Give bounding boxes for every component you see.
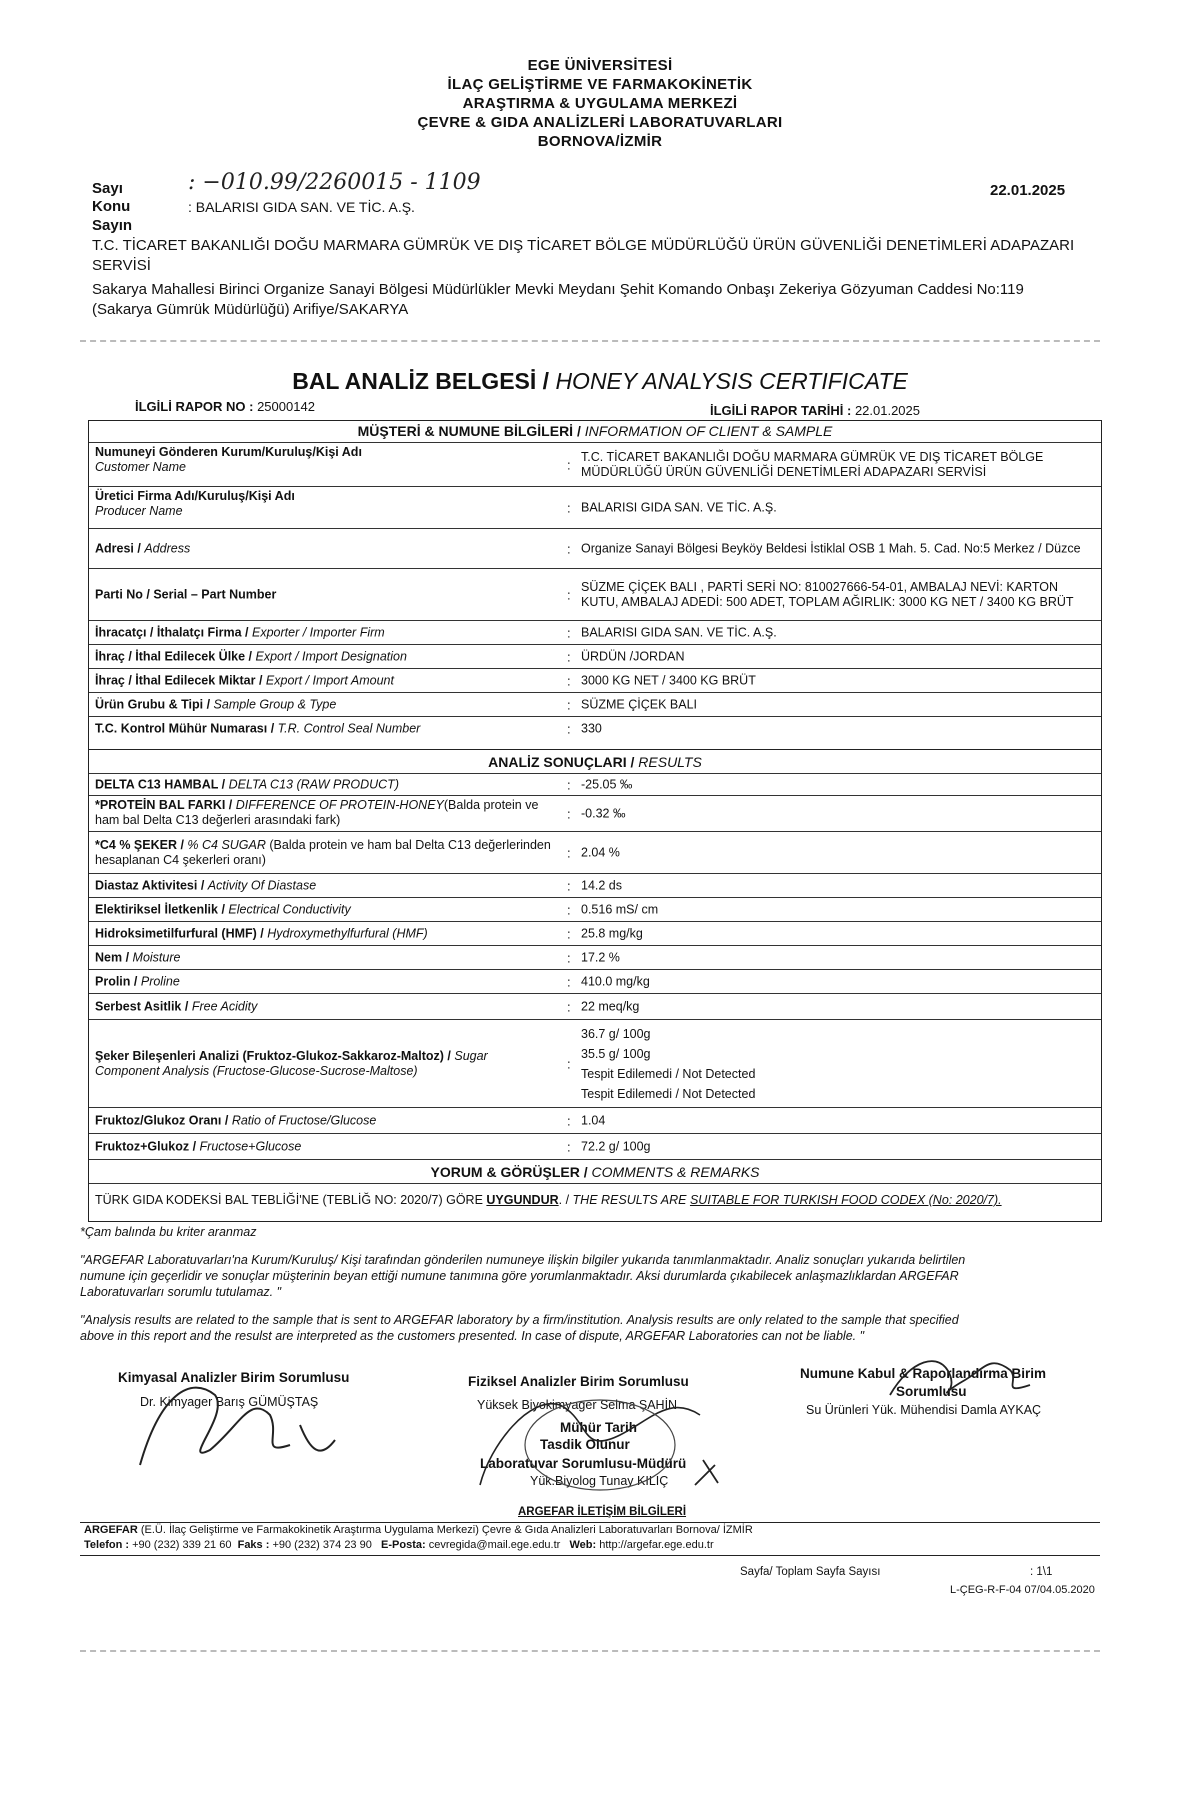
c4-sugar-value: 2.04 %: [581, 845, 620, 860]
proline-value: 410.0 mg/kg: [581, 974, 650, 989]
recipient-line-1: T.C. TİCARET BAKANLIĞI DOĞU MARMARA GÜMRÜK VE DIŞ TİCARET BÖLGE MÜDÜRLÜĞÜ ÜRÜN GÜVENLİĞİ DENETİMLERİ ADAPAZARI: [92, 237, 1075, 254]
chem-unit-name: Dr. Kimyager Barış GÜMÜŞTAŞ: [140, 1395, 319, 1409]
institution-name: EGE ÜNİVERSİTESİ: [527, 57, 673, 74]
part-number-value: SÜZME ÇİÇEK BALI , PARTİ SERİ NO: 810027666-54-01, AMBALAJ NEVİ: KARTON KUTU, AMBALAJ ADEDİ: 500 ADET, TOPLAM AĞIRLIK: 3000 KG NET / 3400 KG BRÜT: [581, 580, 1074, 609]
table-row: İhraç / İthal Edilecek Miktar / Export / Import Amount : 3000 KG NET / 3400 KG BRÜT: [89, 668, 1101, 693]
separator-line: [80, 340, 1100, 342]
title-tr: BAL ANALİZ BELGESİ /: [292, 368, 550, 394]
certificate-title: [0, 368, 1200, 395]
table-row: Prolin / Proline : 410.0 mg/kg: [89, 969, 1101, 994]
institution-line-2: İLAÇ GELİŞTİRME VE FARMAKOKİNETİK: [447, 76, 753, 93]
row-label: İhraç / İthal Edilecek Miktar /: [95, 673, 263, 688]
results-section-header: [89, 749, 1101, 774]
table-row: Üretici Firma Adı/Kuruluş/Kişi Adı Producer Name : BALARISI GIDA SAN. VE TİC. A.Ş.: [89, 486, 1101, 529]
row-label-en: Exporter / Importer Firm: [252, 625, 385, 640]
form-code: L-ÇEG-R-F-04 07/04.05.2020: [950, 1584, 1095, 1596]
row-label: Serbest Asitlik /: [95, 999, 189, 1014]
row-label: İhracatçı / İthalatçı Firma /: [95, 625, 249, 640]
disclaimer-en-line: "Analysis results are related to the sample that is sent to ARGEFAR laboratory by a firm/institution. Analysis results are only related to the sample that specified: [80, 1313, 959, 1327]
web-label: Web:: [569, 1539, 597, 1551]
comments-section-header: [89, 1159, 1101, 1184]
comment-text-tr: TÜRK GIDA KODEKSİ BAL TEBLİĞİ'NE (TEBLİĞ NO: 2020/7) GÖRE: [95, 1193, 483, 1207]
row-label: Üretici Firma Adı/Kuruluş/Kişi Adı: [95, 489, 295, 503]
stamp-line-1: Mühür Tarih: [560, 1420, 637, 1435]
row-label: İhraç / İthal Edilecek Ülke /: [95, 649, 253, 664]
institution-line-4: ÇEVRE & GIDA ANALİZLERİ LABORATUVARLARI: [417, 114, 783, 131]
konu-value: : BALARISI GIDA SAN. VE TİC. A.Ş.: [188, 199, 415, 215]
web-link[interactable]: http://argefar.ege.edu.tr: [599, 1539, 714, 1551]
row-label-en: DIFFERENCE OF PROTEIN-HONEY: [235, 798, 444, 812]
row-label: Numuneyi Gönderen Kurum/Kuruluş/Kişi Adı: [95, 445, 362, 459]
producer-name-value: BALARISI GIDA SAN. VE TİC. A.Ş.: [581, 500, 777, 515]
glucose-value: 35.5 g/ 100g: [581, 1047, 651, 1061]
phys-unit-name: Yüksek Biyokimyager Selma ŞAHİN: [477, 1398, 678, 1412]
ratio-value: 1.04: [581, 1113, 606, 1128]
footer-org: ARGEFAR: [84, 1524, 138, 1536]
row-label: *PROTEİN BAL FARKI /: [95, 798, 233, 812]
free-acidity-value: 22 meq/kg: [581, 999, 640, 1014]
report-date: [710, 403, 920, 418]
disclaimer-en-line: above in this report and the resulst are interpreted as the customers presented. In case of dispute, ARGEFAR Laboratories can not be liable. ": [80, 1329, 865, 1343]
footnote: *Çam balında bu kriter aranmaz: [80, 1225, 257, 1239]
row-label: Fruktoz+Glukoz /: [95, 1139, 197, 1154]
client-section-title-tr: MÜŞTERİ & NUMUNE BİLGİLERİ /: [357, 423, 581, 439]
fax-label: Faks :: [237, 1539, 270, 1551]
exporter-value: BALARISI GIDA SAN. VE TİC. A.Ş.: [581, 625, 777, 640]
footer-contact-box: [80, 1522, 1100, 1556]
row-label-en: Address: [144, 541, 191, 556]
sayi-value: : −010.99/2260015 - 1109: [188, 170, 481, 195]
document-date: 22.01.2025: [990, 182, 1066, 199]
client-section-title-en: INFORMATION OF CLIENT & SAMPLE: [584, 423, 833, 439]
report-date-label: İLGİLİ RAPOR TARİHİ :: [710, 403, 852, 418]
phone-value: +90 (232) 339 21 60: [132, 1539, 232, 1551]
seal-number-value: 330: [581, 721, 602, 736]
stamp-line-2: Tasdik Olunur: [540, 1437, 630, 1452]
row-label: Diastaz Aktivitesi /: [95, 878, 205, 893]
results-title-tr: ANALİZ SONUÇLARI /: [488, 754, 635, 770]
table-row: Fruktoz+Glukoz / Fructose+Glucose : 72.2 g/ 100g: [89, 1133, 1101, 1160]
comments-title-en: COMMENTS & REMARKS: [591, 1164, 760, 1180]
comment-text-en-underlined: SUITABLE FOR TURKISH FOOD CODEX (No: 2020/7).: [689, 1193, 1002, 1207]
disclaimer-tr: [80, 1252, 1110, 1300]
report-date-value: 22.01.2025: [854, 403, 921, 418]
table-row: Ürün Grubu & Tipi / Sample Group & Type : SÜZME ÇİÇEK BALI: [89, 692, 1101, 717]
report-number: [135, 399, 315, 414]
row-label: Fruktoz/Glukoz Oranı /: [95, 1113, 229, 1128]
amount-value: 3000 KG NET / 3400 KG BRÜT: [581, 673, 756, 688]
disclaimer-tr-line: numune için geçerlidir ve sonuçlar müşterinin beyan ettiği numune tanımına göre yorumlanmaktadır. Aksi durumlarda çıkabilecek anlaşmazlıklardan ARGEFAR: [80, 1269, 959, 1283]
row-label-en: Fructose+Glucose: [199, 1139, 302, 1154]
table-row: İhraç / İthal Edilecek Ülke / Export / Import Designation : ÜRDÜN /JORDAN: [89, 644, 1101, 669]
results-title-en: RESULTS: [638, 754, 702, 770]
institution-city: BORNOVA/İZMİR: [537, 133, 663, 150]
client-section-header: [89, 421, 1101, 442]
table-row: *C4 % ŞEKER / % C4 SUGAR (Balda protein ve ham bal Delta C13 değerlerinden hesaplanan C4 şekerleri oranı) : 2.04 %: [89, 831, 1101, 874]
moisture-value: 17.2 %: [581, 950, 620, 965]
analysis-table: [88, 420, 1102, 1222]
table-row: DELTA C13 HAMBAL / DELTA C13 (RAW PRODUCT) : -25.05 ‰: [89, 773, 1101, 796]
bottom-separator: [80, 1650, 1100, 1652]
fructose-value: 36.7 g/ 100g: [581, 1027, 651, 1041]
table-row: Elektiriksel İletkenlik / Electrical Conductivity : 0.516 mS/ cm: [89, 897, 1101, 922]
row-label-en: Producer Name: [95, 504, 183, 518]
row-label-en: Electrical Conductivity: [228, 902, 351, 917]
email-link[interactable]: cevregida@mail.ege.edu.tr: [428, 1539, 561, 1551]
footer-org-detail: (E.Ü. İlaç Geliştirme ve Farmakokinetik Araştırma Uygulama Merkezi) Çevre & Gıda Analizleri Laboratuvarları Bornova/ İZMİR: [140, 1524, 753, 1536]
sample-unit-name: Su Ürünleri Yük. Mühendisi Damla AYKAÇ: [806, 1403, 1042, 1417]
row-label: Elektiriksel İletkenlik /: [95, 902, 225, 917]
comment-row: [89, 1183, 1101, 1220]
customer-name-value: T.C. TİCARET BAKANLIĞI DOĞU MARMARA GÜMRÜK VE DIŞ TİCARET BÖLGE MÜDÜRLÜĞÜ ÜRÜN GÜVENLİĞİ DENETİMLERİ ADAPAZARI SERVİSİ: [581, 450, 1044, 479]
report-no-label: İLGİLİ RAPOR NO :: [135, 399, 254, 414]
phys-unit-title: Fiziksel Analizler Birim Sorumlusu: [468, 1374, 689, 1389]
fax-value: +90 (232) 374 23 90: [272, 1539, 372, 1551]
phone-label: Telefon :: [84, 1539, 130, 1551]
row-label: Prolin /: [95, 974, 138, 989]
row-label: T.C. Kontrol Mühür Numarası /: [95, 721, 275, 736]
row-label: DELTA C13 HAMBAL /: [95, 777, 226, 792]
table-row: T.C. Kontrol Mühür Numarası / T.R. Control Seal Number : 330: [89, 716, 1101, 741]
row-note: (Balda protein ve ham bal Delta C13 değerleri arasındaki fark): [95, 798, 539, 827]
table-row: İhracatçı / İthalatçı Firma / Exporter / Importer Firm : BALARISI GIDA SAN. VE TİC. A.Ş.: [89, 620, 1101, 645]
lab-manager-name: Yük.Biyolog Tunay KILIÇ: [530, 1474, 669, 1488]
sample-signature-icon: [870, 1340, 1050, 1420]
title-en: HONEY ANALYSIS CERTIFICATE: [555, 368, 908, 394]
table-row: *PROTEİN BAL FARKI / DIFFERENCE OF PROTEIN-HONEY(Balda protein ve ham bal Delta C13 değerleri arasındaki fark) : -0.32 ‰: [89, 795, 1101, 832]
row-label-en: DELTA C13 (RAW PRODUCT): [228, 777, 399, 792]
email-label: E-Posta:: [381, 1539, 426, 1551]
row-label-en: Proline: [140, 974, 180, 989]
address-value: Organize Sanayi Bölgesi Beyköy Beldesi İstiklal OSB 1 Mah. 5. Cad. No:5 Merkez / Düzce: [581, 541, 1081, 556]
recipient-line-2: SERVİSİ: [92, 257, 151, 274]
country-value: ÜRDÜN /JORDAN: [581, 649, 685, 664]
table-row: Diastaz Aktivitesi / Activity Of Diastase : 14.2 ds: [89, 873, 1101, 898]
row-label-en: T.R. Control Seal Number: [277, 721, 421, 736]
comments-title-tr: YORUM & GÖRÜŞLER /: [430, 1164, 588, 1180]
row-label-en: Free Acidity: [191, 999, 258, 1014]
disclaimer-tr-line: "ARGEFAR Laboratuvarları'na Kurum/Kuruluş/ Kişi tarafından gönderilen numuneye ilişkin bilgiler yukarıda tanımlanmaktadır. Analiz sonuçları yukarıda belirtilen: [80, 1253, 966, 1267]
row-label-en: Activity Of Diastase: [207, 878, 317, 893]
contact-title: ARGEFAR İLETİŞİM BİLGİLERİ: [518, 1506, 687, 1518]
report-no-value: 25000142: [257, 399, 315, 414]
comment-separator: . /: [558, 1193, 570, 1207]
comment-verdict: UYGUNDUR: [486, 1193, 559, 1207]
row-label-en: Hydroxymethylfurfural (HMF): [267, 926, 428, 941]
conductivity-value: 0.516 mS/ cm: [581, 902, 659, 917]
row-note: (Balda protein ve ham bal Delta C13 değerlerinden hesaplanan C4 şekerleri oranı): [95, 838, 551, 867]
recipient-address-1: Sakarya Mahallesi Birinci Organize Sanayi Bölgesi Müdürlükler Mevki Meydanı Şehit Komando Onbaşı Zekeriya Gözyuman Caddesi No:119: [92, 281, 1024, 298]
row-label-en: Export / Import Designation: [255, 649, 407, 664]
protein-diff-value: -0.32 ‰: [581, 806, 626, 821]
row-label-en: Customer Name: [95, 460, 186, 474]
comment-text-en: THE RESULTS ARE: [572, 1193, 687, 1207]
row-label: Parti No / Serial – Part Number: [95, 587, 277, 602]
row-label: Nem /: [95, 950, 130, 965]
row-label: Şeker Bileşenleri Analizi (Fruktoz-Glukoz-Sakkaroz-Maltoz) /: [95, 1049, 451, 1063]
diastase-value: 14.2 ds: [581, 878, 623, 893]
konu-label: Konu: [92, 198, 131, 215]
row-label: Hidroksimetilfurfural (HMF) /: [95, 926, 264, 941]
table-row: Numuneyi Gönderen Kurum/Kuruluş/Kişi Adı Customer Name : T.C. TİCARET BAKANLIĞI DOĞU MARMARA GÜMRÜK VE DIŞ TİCARET BÖLGE MÜDÜRLÜĞÜ ÜRÜN GÜVENLİĞİ DENETİMLERİ ADAPAZARI SERVİSİ: [89, 442, 1101, 487]
institution-line-3: ARAŞTIRMA & UYGULAMA MERKEZİ: [462, 95, 738, 112]
hmf-value: 25.8 mg/kg: [581, 926, 643, 941]
lab-stamp-signature-icon: [470, 1365, 730, 1505]
table-row: Nem / Moisture : 17.2 %: [89, 945, 1101, 970]
page-count-label: Sayfa/ Toplam Sayfa Sayısı: [740, 1566, 881, 1578]
sucrose-value: Tespit Edilemedi / Not Detected: [581, 1067, 756, 1081]
row-label-en: Ratio of Fructose/Glucose: [231, 1113, 377, 1128]
sample-unit-title: Numune Kabul & Raporlandırma Birim: [800, 1366, 1047, 1381]
disclaimer-tr-line: Laboratuvarları sorumlu tutulamaz. ": [80, 1285, 282, 1299]
recipient-address-2: (Sakarya Gümrük Müdürlüğü) Arifiye/SAKARYA: [92, 301, 409, 318]
chem-signature-icon: [120, 1355, 380, 1485]
sayi-label: Sayı: [92, 180, 123, 197]
row-label: Ürün Grubu & Tipi /: [95, 697, 211, 712]
table-row: Serbest Asitlik / Free Acidity : 22 meq/kg: [89, 993, 1101, 1020]
row-label-en: % C4 SUGAR: [187, 838, 266, 852]
delta-c13-value: -25.05 ‰: [581, 777, 633, 792]
table-row: Hidroksimetilfurfural (HMF) / Hydroxymethylfurfural (HMF) : 25.8 mg/kg: [89, 921, 1101, 946]
row-label-en: Sample Group & Type: [213, 697, 337, 712]
page-count-value: : 1\1: [1030, 1566, 1053, 1578]
row-label-en: Moisture: [132, 950, 181, 965]
table-row: Adresi / Address : Organize Sanayi Bölgesi Beyköy Beldesi İstiklal OSB 1 Mah. 5. Cad. No:5 Merkez / Düzce: [89, 528, 1101, 569]
chem-unit-title: Kimyasal Analizler Birim Sorumlusu: [118, 1370, 350, 1385]
lab-manager-title: Laboratuvar Sorumlusu-Müdürü: [480, 1456, 687, 1471]
row-label-en: Component Analysis (Fructose-Glucose-Sucrose-Maltose): [95, 1064, 418, 1078]
row-label: *C4 % ŞEKER /: [95, 838, 184, 852]
sum-value: 72.2 g/ 100g: [581, 1139, 651, 1154]
row-label-en: Export / Import Amount: [265, 673, 394, 688]
table-row: Parti No / Serial – Part Number : SÜZME ÇİÇEK BALI , PARTİ SERİ NO: 810027666-54-01, AMBALAJ NEVİ: KARTON KUTU, AMBALAJ ADEDİ: 500 ADET, TOPLAM AĞIRLIK: 3000 KG NET / 3400 KG BRÜT: [89, 568, 1101, 621]
row-label-en: Sugar: [454, 1049, 488, 1063]
table-row: Fruktoz/Glukoz Oranı / Ratio of Fructose/Glucose : 1.04: [89, 1107, 1101, 1134]
sayin-label: Sayın: [92, 217, 133, 234]
sample-group-value: SÜZME ÇİÇEK BALI: [581, 697, 697, 712]
maltose-value: Tespit Edilemedi / Not Detected: [581, 1087, 756, 1101]
sample-unit-title-2: Sorumlusu: [896, 1384, 967, 1399]
row-label: Adresi /: [95, 541, 141, 556]
table-row: Şeker Bileşenleri Analizi (Fruktoz-Glukoz-Sakkaroz-Maltoz) / Sugar Component Analysis (Fructose-Glucose-Sucrose-Maltose) : 36.7 g/ 100g 35.5 g/ 100g Tespit Edilemedi / Not Detected Tespit Edilemedi / Not Detected: [89, 1019, 1101, 1108]
